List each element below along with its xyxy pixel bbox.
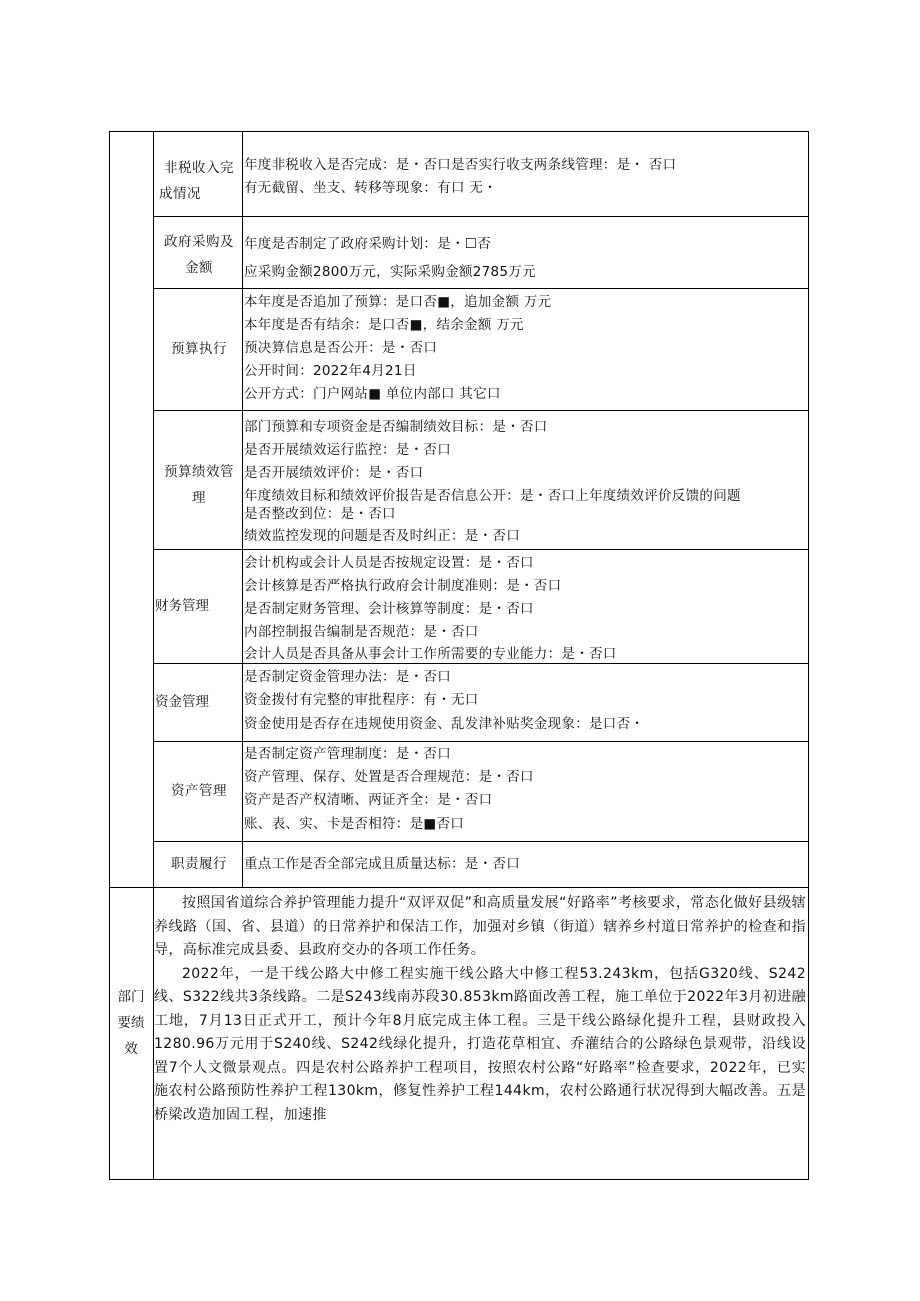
finance-line-4: 内部控制报告编制是否规范：是・否口	[244, 624, 479, 640]
performance-text	[154, 892, 806, 1127]
section-divider	[109, 887, 809, 888]
funds-line-2: 资金拨付有完整的审批程序：有・无口	[244, 692, 479, 708]
row-label-perf-mgmt	[155, 459, 243, 511]
perf-mgmt-line-6: 绩效监控发现的问题是否及时纠正：是・否口	[244, 528, 520, 544]
label-line: 政府采购及	[164, 234, 234, 250]
label-line: 理	[192, 490, 206, 506]
funds-line-1: 是否制定资金管理办法：是・否口	[244, 669, 451, 685]
performance-side-label	[109, 984, 153, 1062]
budget-exec-line-3: 预决算信息是否公开：是・否口	[244, 340, 438, 356]
assets-line-2: 资产管理、保存、处置是否合理规范：是・否口	[244, 769, 534, 785]
row-label-assets: 资产管理	[171, 783, 227, 799]
budget-exec-line-4: 公开时间：2022年4月21日	[244, 363, 417, 379]
row-divider	[153, 841, 809, 842]
perf-mgmt-line-3: 是否开展绩效评价：是・否口	[244, 465, 424, 481]
nontax-line-1: 年度非税收入是否完成：是・否口是否实行收支两条线管理：是・ 否口	[244, 157, 677, 173]
label-line: 预算绩效管	[164, 464, 234, 480]
row-label-duties: 职责履行	[171, 856, 227, 872]
row-divider	[153, 288, 809, 289]
row-divider	[153, 549, 809, 550]
procurement-line-1: 年度是否制定了政府采购计划：是・☐否	[244, 236, 492, 252]
evaluation-table	[109, 131, 809, 1180]
finance-line-1: 会计机构或会计人员是否按规定设置：是・否口	[244, 555, 534, 571]
row-divider	[153, 216, 809, 217]
performance-paragraph-1: 按照国省道综合养护管理能力提升“双评双促”和高质量发展“好路率”考核要求，常态化做好县级辖养线路（国、省、县道）的日常养护和保洁工作，加强对乡镇（街道）辖养乡村道日常养护的检查和指导，高标准完成县委、县政府交办的各项工作任务。	[154, 895, 806, 958]
finance-line-2: 会计核算是否严格执行政府会计制度准则：是・否口	[244, 578, 562, 594]
assets-line-1: 是否制定资产管理制度：是・否口	[244, 746, 451, 762]
perf-mgmt-line-1: 部门预算和专项资金是否编制绩效目标：是・否口	[244, 419, 548, 435]
label-line: 成情况	[159, 186, 201, 202]
side-label-line: 部门	[117, 989, 145, 1005]
budget-exec-line-5: 公开方式：门户网站■ 单位内部口 其它口	[244, 386, 501, 402]
table-border-bottom	[109, 1179, 809, 1180]
nontax-line-2: 有无截留、坐支、转移等现象：有口 无・	[244, 180, 497, 196]
perf-mgmt-line-4: 年度绩效目标和绩效评价报告是否信息公开：是・否口上年度绩效评价反馈的问题	[244, 488, 741, 504]
row-divider	[153, 663, 809, 664]
table-border-top	[109, 131, 809, 132]
label-line: 金额	[185, 260, 213, 276]
row-label-funds: 资金管理	[155, 694, 209, 710]
side-label-line: 效	[124, 1041, 138, 1057]
procurement-line-2: 应采购金额2800万元，实际采购金额2785万元	[244, 264, 536, 280]
budget-exec-line-1: 本年度是否追加了预算：是口否■，追加金额 万元	[244, 294, 552, 310]
finance-line-3: 是否制定财务管理、会计核算等制度：是・否口	[244, 601, 534, 617]
row-divider	[153, 741, 809, 742]
finance-line-5: 会计人员是否具备从事会计工作所需要的专业能力：是・否口	[244, 646, 617, 662]
row-label-procurement	[155, 229, 243, 281]
assets-line-4: 账、表、实、卡是否相符：是■否口	[244, 816, 465, 832]
budget-exec-line-2: 本年度是否有结余：是口否■，结余金额 万元	[244, 317, 524, 333]
assets-line-3: 资产是否产权清晰、两证齐全：是・否口	[244, 792, 493, 808]
row-label-nontax	[155, 155, 243, 207]
row-label-finance: 财务管理	[155, 598, 209, 614]
perf-mgmt-line-2: 是否开展绩效运行监控：是・否口	[244, 442, 451, 458]
label-line: 非税收入完	[164, 160, 234, 176]
perf-mgmt-line-5: 是否整改到位：是・否口	[244, 506, 396, 522]
duties-line-1: 重点工作是否全部完成且质量达标：是・否口	[244, 856, 520, 872]
performance-paragraph-2: 2022年，一是干线公路大中修工程实施干线公路大中修工程53.243km，包括G320线、S242线、S322线共3条线路。二是S243线南苏段30.853km路面改善工程，施工单位于2022年3月初进融工地，7月13日正式开工，预计今年8月底完成主体工程。三是干线公路绿化提升工程，县财政投入1280.96万元用于S240线、S242线绿化提升，打造花草相宜、乔灌结合的公路绿色景观带，沿线设置7个人文微景观点。四是农村公路养护工程项目，按照农村公路“好路率”检查要求，2022年，已实施农村公路预防性养护工程130km，修复性养护工程144km，农村公路通行状况得到大幅改善。五是桥梁改造加固工程，加速推	[154, 965, 806, 1123]
row-label-budget-exec: 预算执行	[171, 341, 227, 357]
row-divider	[153, 410, 809, 411]
side-label-line: 要绩	[117, 1015, 145, 1031]
funds-line-3: 资金使用是否存在违规使用资金、乱发津补贴奖金现象：是口否・	[244, 716, 645, 732]
